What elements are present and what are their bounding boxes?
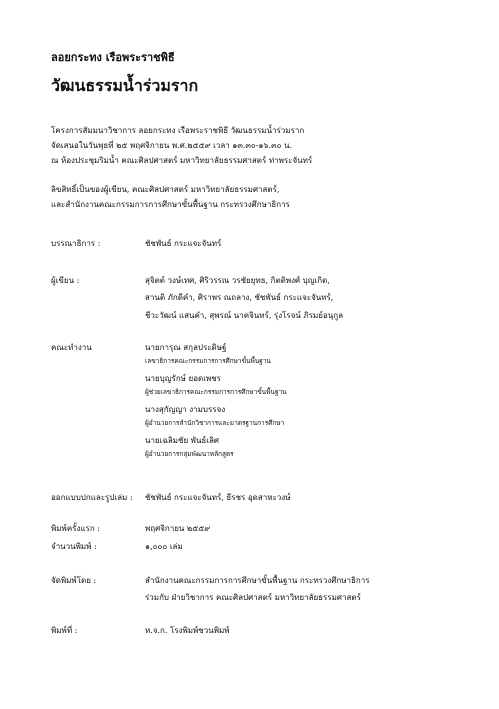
- printer-value: ห.จ.ก. โรงพิมพ์ชวนพิมพ์: [145, 626, 230, 635]
- editor-label: บรรณาธิการ :: [51, 239, 101, 248]
- intro-line-3: ณ ห้องประชุมริมน้ำ คณะศิลปศาสตร์ มหาวิทยาลัยธรรมศาสตร์ ท่าพระจันทร์: [51, 156, 313, 165]
- staff-role: ผู้อำนวยการกลุ่มพัฒนาหลักสูตร: [145, 450, 234, 458]
- staff-name: นางสุกัญญา งามบรรจง: [145, 405, 226, 414]
- copies-label: จำนวนพิมพ์ :: [51, 542, 97, 551]
- first-print-value: พฤศจิกายน ๒๕๕๙: [145, 524, 211, 533]
- intro-line-1: โครงการสัมมนาวิชาการ ลอยกระทง เรือพระราชพิธี วัฒนธรรมน้ำร่วมราก: [51, 126, 305, 135]
- rights-line-2: และสำนักงานคณะกรรมการการศึกษาขั้นพื้นฐาน กระทรวงศึกษาธิการ: [51, 200, 290, 209]
- published-by-line: สำนักงานคณะกรรมการการศึกษาขั้นพื้นฐาน กระทรวงศึกษาธิการ: [145, 576, 370, 585]
- authors-line: ชีวะวัฒน์ แสนคำ, สุพรณ์ นาคจินทร์, รุ่งโรจน์ ภิรมย์อนุกูล: [145, 311, 343, 320]
- authors-line: สานติ ภักดีคำ, ศิราพร ณถลาง, ชัชพันธ์ กระแจะจันทร์,: [145, 293, 334, 302]
- cover-design-value: ชัชพันธ์ กระแจะจันทร์, ธีรชร อุดสาหะวงษ์: [145, 493, 291, 502]
- book-subtitle: ลอยกระทง เรือพระราชพิธี: [51, 51, 175, 64]
- printer-label: พิมพ์ที่ :: [51, 626, 78, 635]
- staff-role: ผู้ช่วยเลขาธิการคณะกรรมการการศึกษาขั้นพื้นฐาน: [145, 388, 287, 396]
- authors-line: สุจิตต์ วงษ์เทศ, ศิริวรรณ วรชัยยุทธ, กิตติพงศ์ บุญเกิด,: [145, 276, 330, 285]
- published-by-label: จัดพิมพ์โดย :: [51, 576, 97, 585]
- copies-value: ๑,๐๐๐ เล่ม: [145, 542, 183, 551]
- rights-line-1: ลิขสิทธิ์เป็นของผู้เขียน, คณะศิลปศาสตร์ มหาวิทยาลัยธรรมศาสตร์,: [51, 185, 280, 194]
- staff-name: นายเฉลิมชัย พันธ์เลิศ: [145, 436, 220, 445]
- book-title: วัฒนธรรมน้ำร่วมราก: [51, 76, 199, 95]
- editor-value: ชัชพันธ์ กระแจะจันทร์: [145, 239, 222, 248]
- staff-name: นายบุญรักษ์ ยอดเพชร: [145, 374, 221, 383]
- staff-name: นายการุณ สกุลประดิษฐ์: [145, 343, 227, 352]
- cover-design-label: ออกแบบปกและรูปเล่ม :: [51, 493, 133, 502]
- staff-label: คณะทำงาน: [51, 343, 92, 352]
- first-print-label: พิมพ์ครั้งแรก :: [51, 524, 100, 533]
- staff-role: ผู้อำนวยการสำนักวิชาการและมาตรฐานการศึกษา: [145, 419, 285, 427]
- staff-role: เลขาธิการคณะกรรมการการศึกษาขั้นพื้นฐาน: [145, 357, 271, 365]
- published-by-line: ร่วมกับ ฝ่ายวิชาการ คณะศิลปศาสตร์ มหาวิทยาลัยธรรมศาสตร์: [145, 593, 361, 602]
- authors-label: ผู้เขียน :: [51, 276, 80, 285]
- intro-line-2: จัดเสนอในวันพุธที่ ๒๕ พฤศจิกายน พ.ศ.๒๕๕๙ เวลา ๑๓.๓๐-๑๖.๓๐ น.: [51, 141, 293, 150]
